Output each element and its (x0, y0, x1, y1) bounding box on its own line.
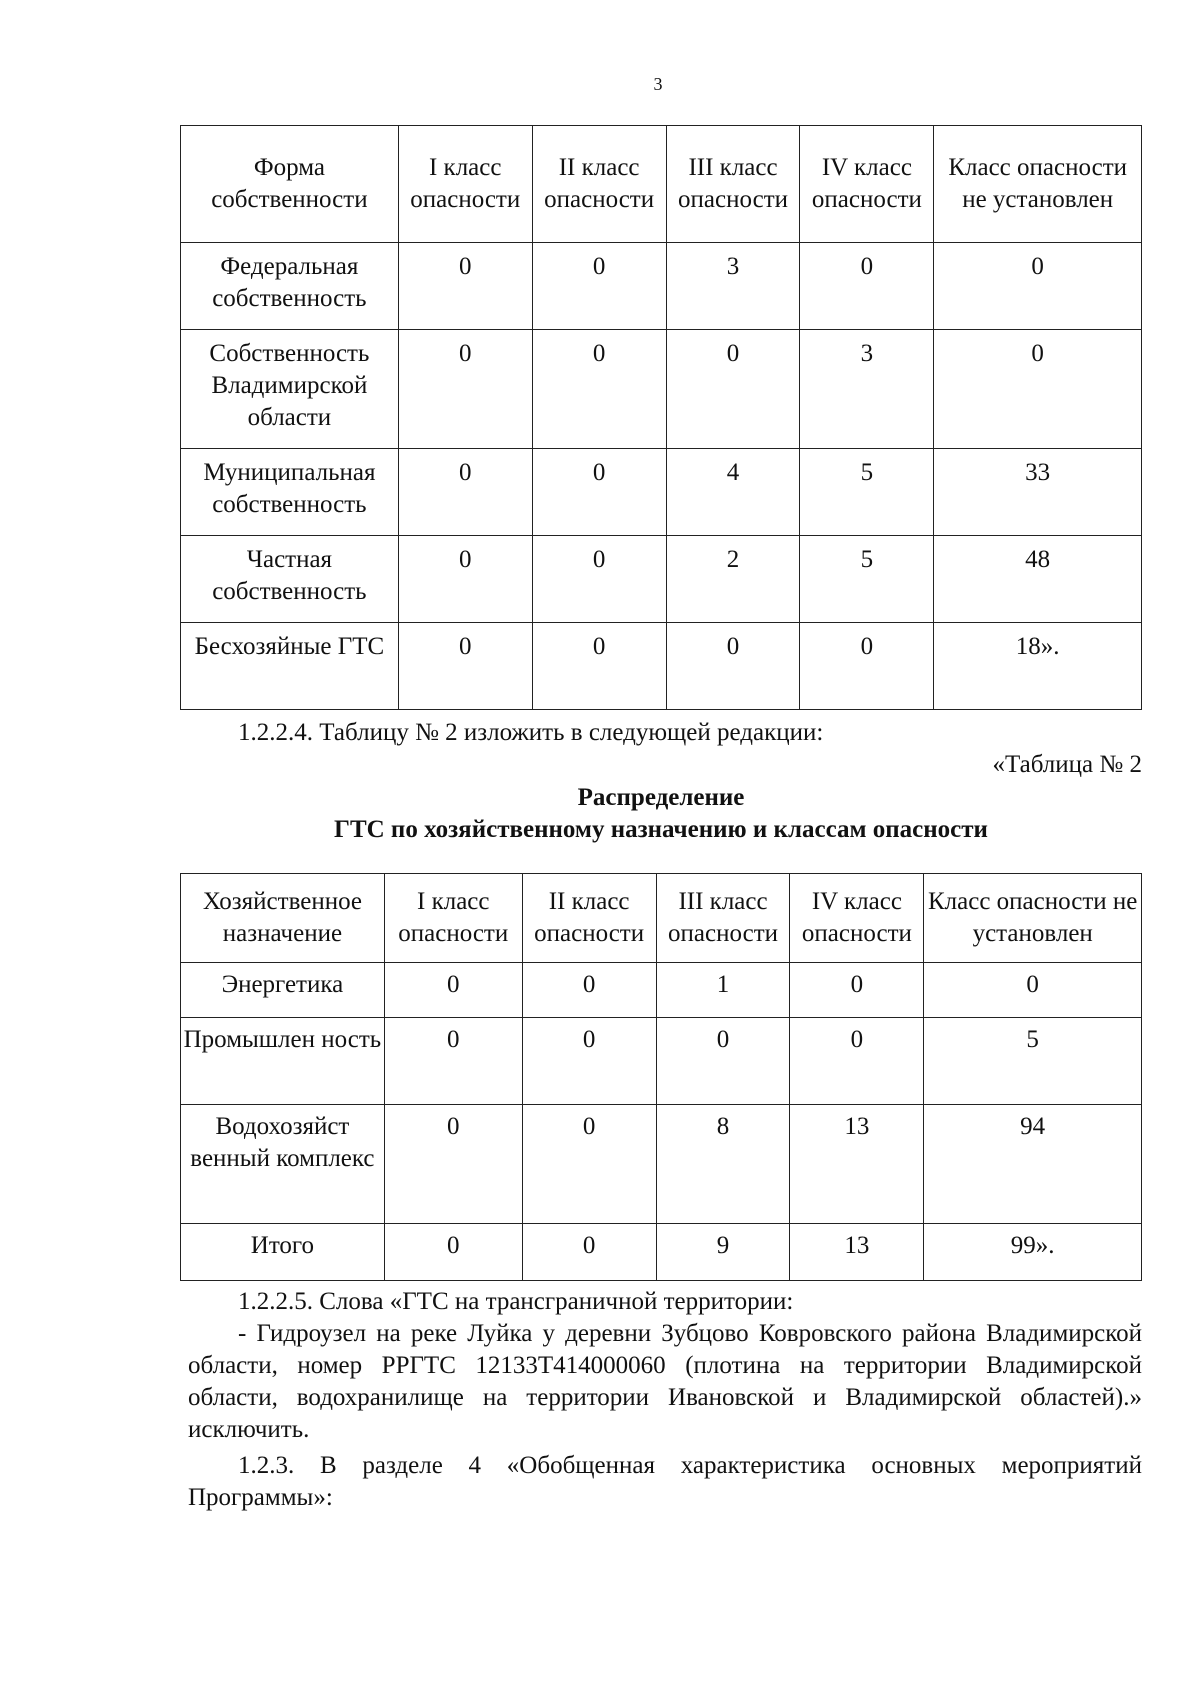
table-cell: 0 (934, 330, 1142, 449)
header-cell: Форма собственности (181, 126, 399, 243)
paragraph-1224: 1.2.2.4. Таблицу № 2 изложить в следующей редакции: (238, 719, 824, 746)
table-cell: 0 (398, 330, 532, 449)
header-cell: I класс опасности (398, 126, 532, 243)
header-cell: II класс опасности (522, 874, 656, 963)
table-cell: 0 (790, 1018, 924, 1105)
table-cell: 5 (924, 1018, 1142, 1105)
table-row (181, 1018, 1142, 1105)
table-cell: 0 (522, 1018, 656, 1105)
table-cell: 0 (384, 1018, 522, 1105)
table2-title-line2: ГТС по хозяйственному назначению и классам опасности (334, 816, 988, 843)
table-cell: 18». (934, 623, 1142, 710)
table-cell: 0 (790, 963, 924, 1018)
row-label: Федеральная собственность (181, 243, 399, 330)
ownership-table (180, 125, 1142, 710)
row-label: Собственность Владимирской области (181, 330, 399, 449)
table-cell: 0 (398, 243, 532, 330)
table-row (181, 1105, 1142, 1224)
header-cell: IV класс опасности (790, 874, 924, 963)
table-cell: 8 (656, 1105, 790, 1224)
table-cell: 0 (384, 963, 522, 1018)
table-cell: 1 (656, 963, 790, 1018)
table-cell: 0 (384, 1105, 522, 1224)
table-cell: 33 (934, 449, 1142, 536)
table-cell: 0 (532, 536, 666, 623)
table-cell: 0 (532, 243, 666, 330)
table-cell: 0 (666, 330, 800, 449)
table-cell: 4 (666, 449, 800, 536)
table-cell: 3 (666, 243, 800, 330)
table-row (181, 330, 1142, 449)
table-cell: 0 (666, 623, 800, 710)
table2-label: «Таблица № 2 (992, 751, 1142, 778)
table-row (181, 963, 1142, 1018)
table-cell: 0 (522, 1224, 656, 1281)
paragraph-1225: 1.2.2.5. Слова «ГТС на трансграничной территории: (238, 1288, 794, 1315)
row-label: Промышлен ность (181, 1018, 385, 1105)
row-label: Частная собственность (181, 536, 399, 623)
purpose-table (180, 873, 1142, 1281)
table-header-row (181, 874, 1142, 963)
table-cell: 5 (800, 449, 934, 536)
table-cell: 9 (656, 1224, 790, 1281)
page-number: 3 (653, 74, 663, 94)
table-cell: 0 (522, 1105, 656, 1224)
table-cell: 0 (532, 623, 666, 710)
row-label: Энергетика (181, 963, 385, 1018)
table-cell: 0 (398, 449, 532, 536)
paragraph-123: 1.2.3. В разделе 4 «Обобщенная характеристика основных мероприятий Программы»: (188, 1452, 1142, 1511)
table-cell: 13 (790, 1105, 924, 1224)
table-row (181, 1224, 1142, 1281)
header-cell: Класс опасности не установлен (924, 874, 1142, 963)
row-label: Водохозяйст венный комплекс (181, 1105, 385, 1224)
table-row (181, 243, 1142, 330)
table-cell: 48 (934, 536, 1142, 623)
header-cell: I класс опасности (384, 874, 522, 963)
table-cell: 0 (934, 243, 1142, 330)
table-cell: 99». (924, 1224, 1142, 1281)
header-cell: II класс опасности (532, 126, 666, 243)
header-cell: III класс опасности (666, 126, 800, 243)
row-label: Бесхозяйные ГТС (181, 623, 399, 710)
header-cell: IV класс опасности (800, 126, 934, 243)
table-cell: 0 (800, 623, 934, 710)
table-cell: 5 (800, 536, 934, 623)
table-cell: 0 (398, 623, 532, 710)
header-cell: Класс опасности не установлен (934, 126, 1142, 243)
paragraph-dam-exclusion: - Гидроузел на реке Луйка у деревни Зубцово Ковровского района Владимирской области, номер РРГТС 12133Т414000060 (плотина на территории Владимирской области, водохранилище на территории Ивановской и Владимирской областей).» исключить. (188, 1320, 1142, 1443)
table2-title-line1: Распределение (577, 784, 745, 811)
row-label: Муниципальная собственность (181, 449, 399, 536)
row-label: Итого (181, 1224, 385, 1281)
table-cell: 0 (384, 1224, 522, 1281)
table-cell: 0 (800, 243, 934, 330)
table-cell: 0 (656, 1018, 790, 1105)
header-cell: Хозяйственное назначение (181, 874, 385, 963)
table-row (181, 623, 1142, 710)
table-cell: 2 (666, 536, 800, 623)
table-cell: 0 (532, 330, 666, 449)
table-row (181, 536, 1142, 623)
table-cell: 0 (398, 536, 532, 623)
table-cell: 94 (924, 1105, 1142, 1224)
table-header-row (181, 126, 1142, 243)
table-cell: 0 (532, 449, 666, 536)
header-cell: III класс опасности (656, 874, 790, 963)
table-cell: 0 (924, 963, 1142, 1018)
table-row (181, 449, 1142, 536)
table-cell: 3 (800, 330, 934, 449)
table-cell: 13 (790, 1224, 924, 1281)
table-cell: 0 (522, 963, 656, 1018)
